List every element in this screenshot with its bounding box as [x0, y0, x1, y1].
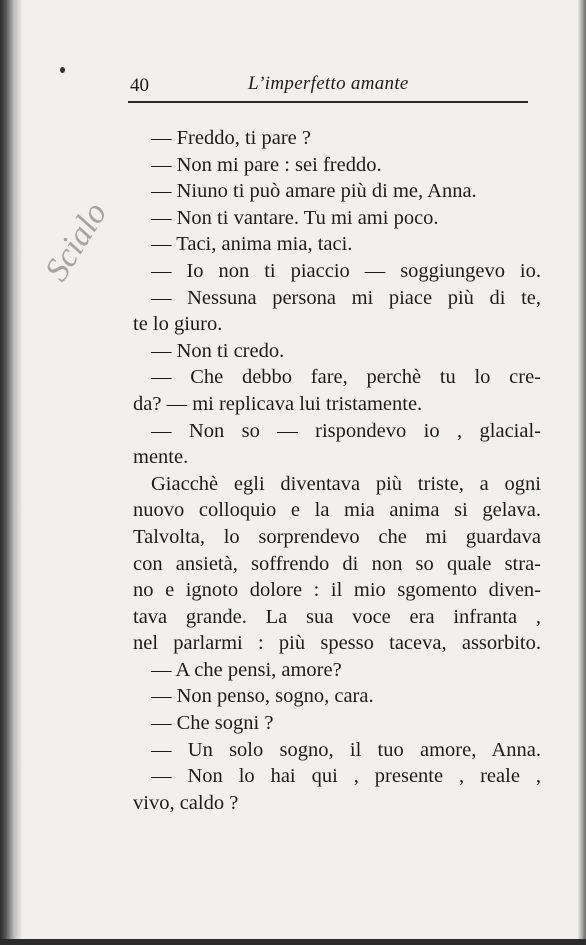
- body-text: [133, 125, 541, 816]
- running-title: L’imperfetto amante: [248, 73, 409, 94]
- binding-shadow: [0, 0, 22, 945]
- text-line: — Non mi pare : sei freddo.: [151, 153, 382, 176]
- text-line: da? — mi replicava lui tristamente.: [133, 392, 423, 415]
- header-rule: [128, 101, 528, 103]
- text-line: — Nessuna persona mi piace più di te,: [151, 286, 541, 309]
- text-line: — Un solo sogno, il tuo amore, Anna.: [151, 738, 541, 761]
- ink-spot: [60, 67, 65, 73]
- text-line: te lo giuro.: [133, 313, 223, 336]
- text-line: — Non penso, sogno, cara.: [151, 685, 374, 708]
- text-line: — Io non ti piaccio — soggiungevo io.: [151, 259, 541, 282]
- text-line: no e ignoto dolore : il mio sgomento diven-: [133, 579, 541, 602]
- text-line: — Che sogni ?: [151, 712, 274, 735]
- text-line: — Non ti vantare. Tu mi ami poco.: [151, 206, 439, 229]
- page-number: 40: [130, 75, 149, 96]
- text-line: Talvolta, lo sorprendevo che mi guardava: [133, 525, 541, 548]
- text-line: — Che debbo fare, perchè tu lo cre-: [151, 366, 541, 389]
- text-line: con ansietà, soffrendo di non so quale stra-: [133, 552, 541, 575]
- text-line: — Non ti credo.: [151, 339, 285, 362]
- text-line: tava grande. La sua voce era infranta ,: [133, 605, 541, 628]
- page-header: [128, 72, 528, 102]
- text-line: nuovo colloquio e la mia anima si gelava.: [133, 499, 541, 522]
- bottom-border: [0, 939, 586, 945]
- text-line: — Niuno ti può amare più di me, Anna.: [151, 180, 477, 203]
- text-line: — Taci, anima mia, taci.: [151, 233, 353, 256]
- text-line: — Non lo hai qui , presente , reale ,: [151, 765, 541, 788]
- text-line: mente.: [133, 446, 189, 469]
- handwritten-margin-note: Scialo: [38, 195, 115, 288]
- text-line: Giacchè egli diventava più triste, a ogni: [151, 472, 541, 495]
- page-edge-shadow: [578, 0, 586, 945]
- text-line: — A che pensi, amore?: [151, 658, 342, 681]
- text-line: — Freddo, ti pare ?: [151, 127, 311, 149]
- text-line: — Non so — rispondevo io , glacial-: [151, 419, 541, 442]
- text-line: vivo, caldo ?: [133, 791, 239, 814]
- text-line: nel parlarmi : più spesso taceva, assorbito.: [133, 632, 541, 655]
